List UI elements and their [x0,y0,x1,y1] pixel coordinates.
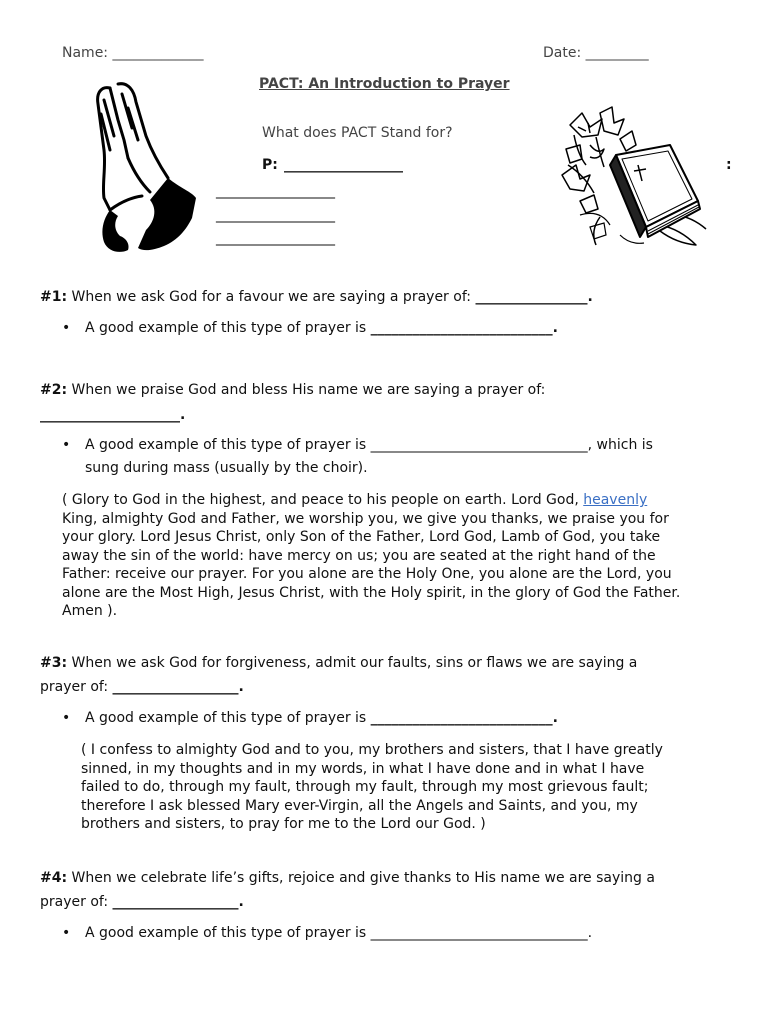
section-1-text: When we ask God for a favour we are saying a prayer of: [67,289,476,305]
p-blank: _________________ [284,157,403,173]
section-4-line2 [40,894,244,910]
section-1-bullet-blank: __________________________. [370,320,558,336]
a-blank: _________________ [216,183,335,199]
section-3-bullet-blank: __________________________. [370,710,558,726]
confiteor-line-1: ( I confess to almighty God and to you, my brothers and sisters, that I have greatly [81,742,663,758]
gloria-line-6: alone are the Most High, Jesus Christ, with the Holy spirit, in the glory of God the Father. [62,584,681,601]
confiteor-line-5: brothers and sisters, to pray for me to the Lord our God. ) [81,816,486,832]
section-2-blank: ____________________. [40,407,186,423]
section-4-question [40,870,655,886]
bible-lilies-icon [560,105,710,257]
gloria-line-7: Amen ). [62,603,118,619]
section-3-number: #3: [40,655,68,671]
page-title: PACT: An Introduction to Prayer [259,76,510,92]
section-2-bullet-line2: sung during mass (usually by the choir). [85,460,368,476]
section-3-line2-text: prayer of: [40,679,113,695]
bullet-icon: • [62,320,71,336]
p-colon: : [726,157,732,173]
gloria-line-1 [62,491,680,510]
p-label: P: [262,157,278,173]
section-4-blank: __________________. [112,894,244,910]
section-1-bullet-text: A good example of this type of prayer is [85,320,371,336]
gloria-line-1-text: ( Glory to God in the highest, and peace to his people on earth. Lord God, [62,492,584,508]
section-2-question [40,382,545,398]
section-3-bullet [85,710,558,726]
section-4-number: #4: [40,870,68,886]
bullet-icon: • [62,925,71,941]
section-2-bullet: A good example of this type of prayer is _______________________________, which is [85,437,653,453]
section-3-bullet-text: A good example of this type of prayer is [85,710,371,726]
bullet-icon: • [62,437,71,453]
section-3-blank: __________________. [112,679,244,695]
name-field: Name: _____________ [62,45,204,61]
section-1-blank: ________________. [475,289,593,305]
section-4-bullet: A good example of this type of prayer is _______________________________. [85,925,593,941]
praying-hands-icon [88,80,200,260]
date-field: Date: _________ [543,45,649,61]
bullet-icon: • [62,710,71,726]
section-3-line2 [40,679,244,695]
section-1-bullet [85,320,558,336]
section-4-text: When we celebrate life’s gifts, rejoice and give thanks to His name we are saying a [67,870,655,886]
section-4-line2-text: prayer of: [40,894,113,910]
section-2-number: #2: [40,382,68,398]
confiteor-line-4: therefore I ask blessed Mary ever-Virgin, all the Angels and Saints, and you, my [81,797,638,814]
c-blank: _________________ [216,207,335,223]
confiteor-line-2: sinned, in my thoughts and in my words, in what I have done and in what I have [81,760,645,777]
section-3-question [40,655,637,671]
gloria-line-2: King, almighty God and Father, we worship you, we give you thanks, we praise you for [62,510,669,527]
heavenly-link[interactable]: heavenly [583,492,648,508]
gloria-line-4: away the sin of the world: have mercy on us; you are seated at the right hand of the [62,547,656,564]
gloria-line-3: your glory. Lord Jesus Christ, only Son of the Father, Lord God, Lamb of God, you take [62,529,661,545]
pact-question: What does PACT Stand for? [262,125,453,141]
section-1-number: #1: [40,289,68,305]
section-1-question [40,289,593,305]
gloria-line-5: Father: receive our prayer. For you alone are the Holy One, you alone are the Lord, you [62,566,672,582]
gloria-prayer [62,491,680,621]
section-3-text: When we ask God for forgiveness, admit our faults, sins or flaws we are saying a [67,655,638,671]
section-2-text: When we praise God and bless His name we are saying a prayer of: [67,382,546,398]
confiteor-line-3: failed to do, through my fault, through my fault, through my most grievous fault; [81,779,649,795]
confiteor-prayer [81,741,663,834]
t-blank: _________________ [216,230,335,246]
